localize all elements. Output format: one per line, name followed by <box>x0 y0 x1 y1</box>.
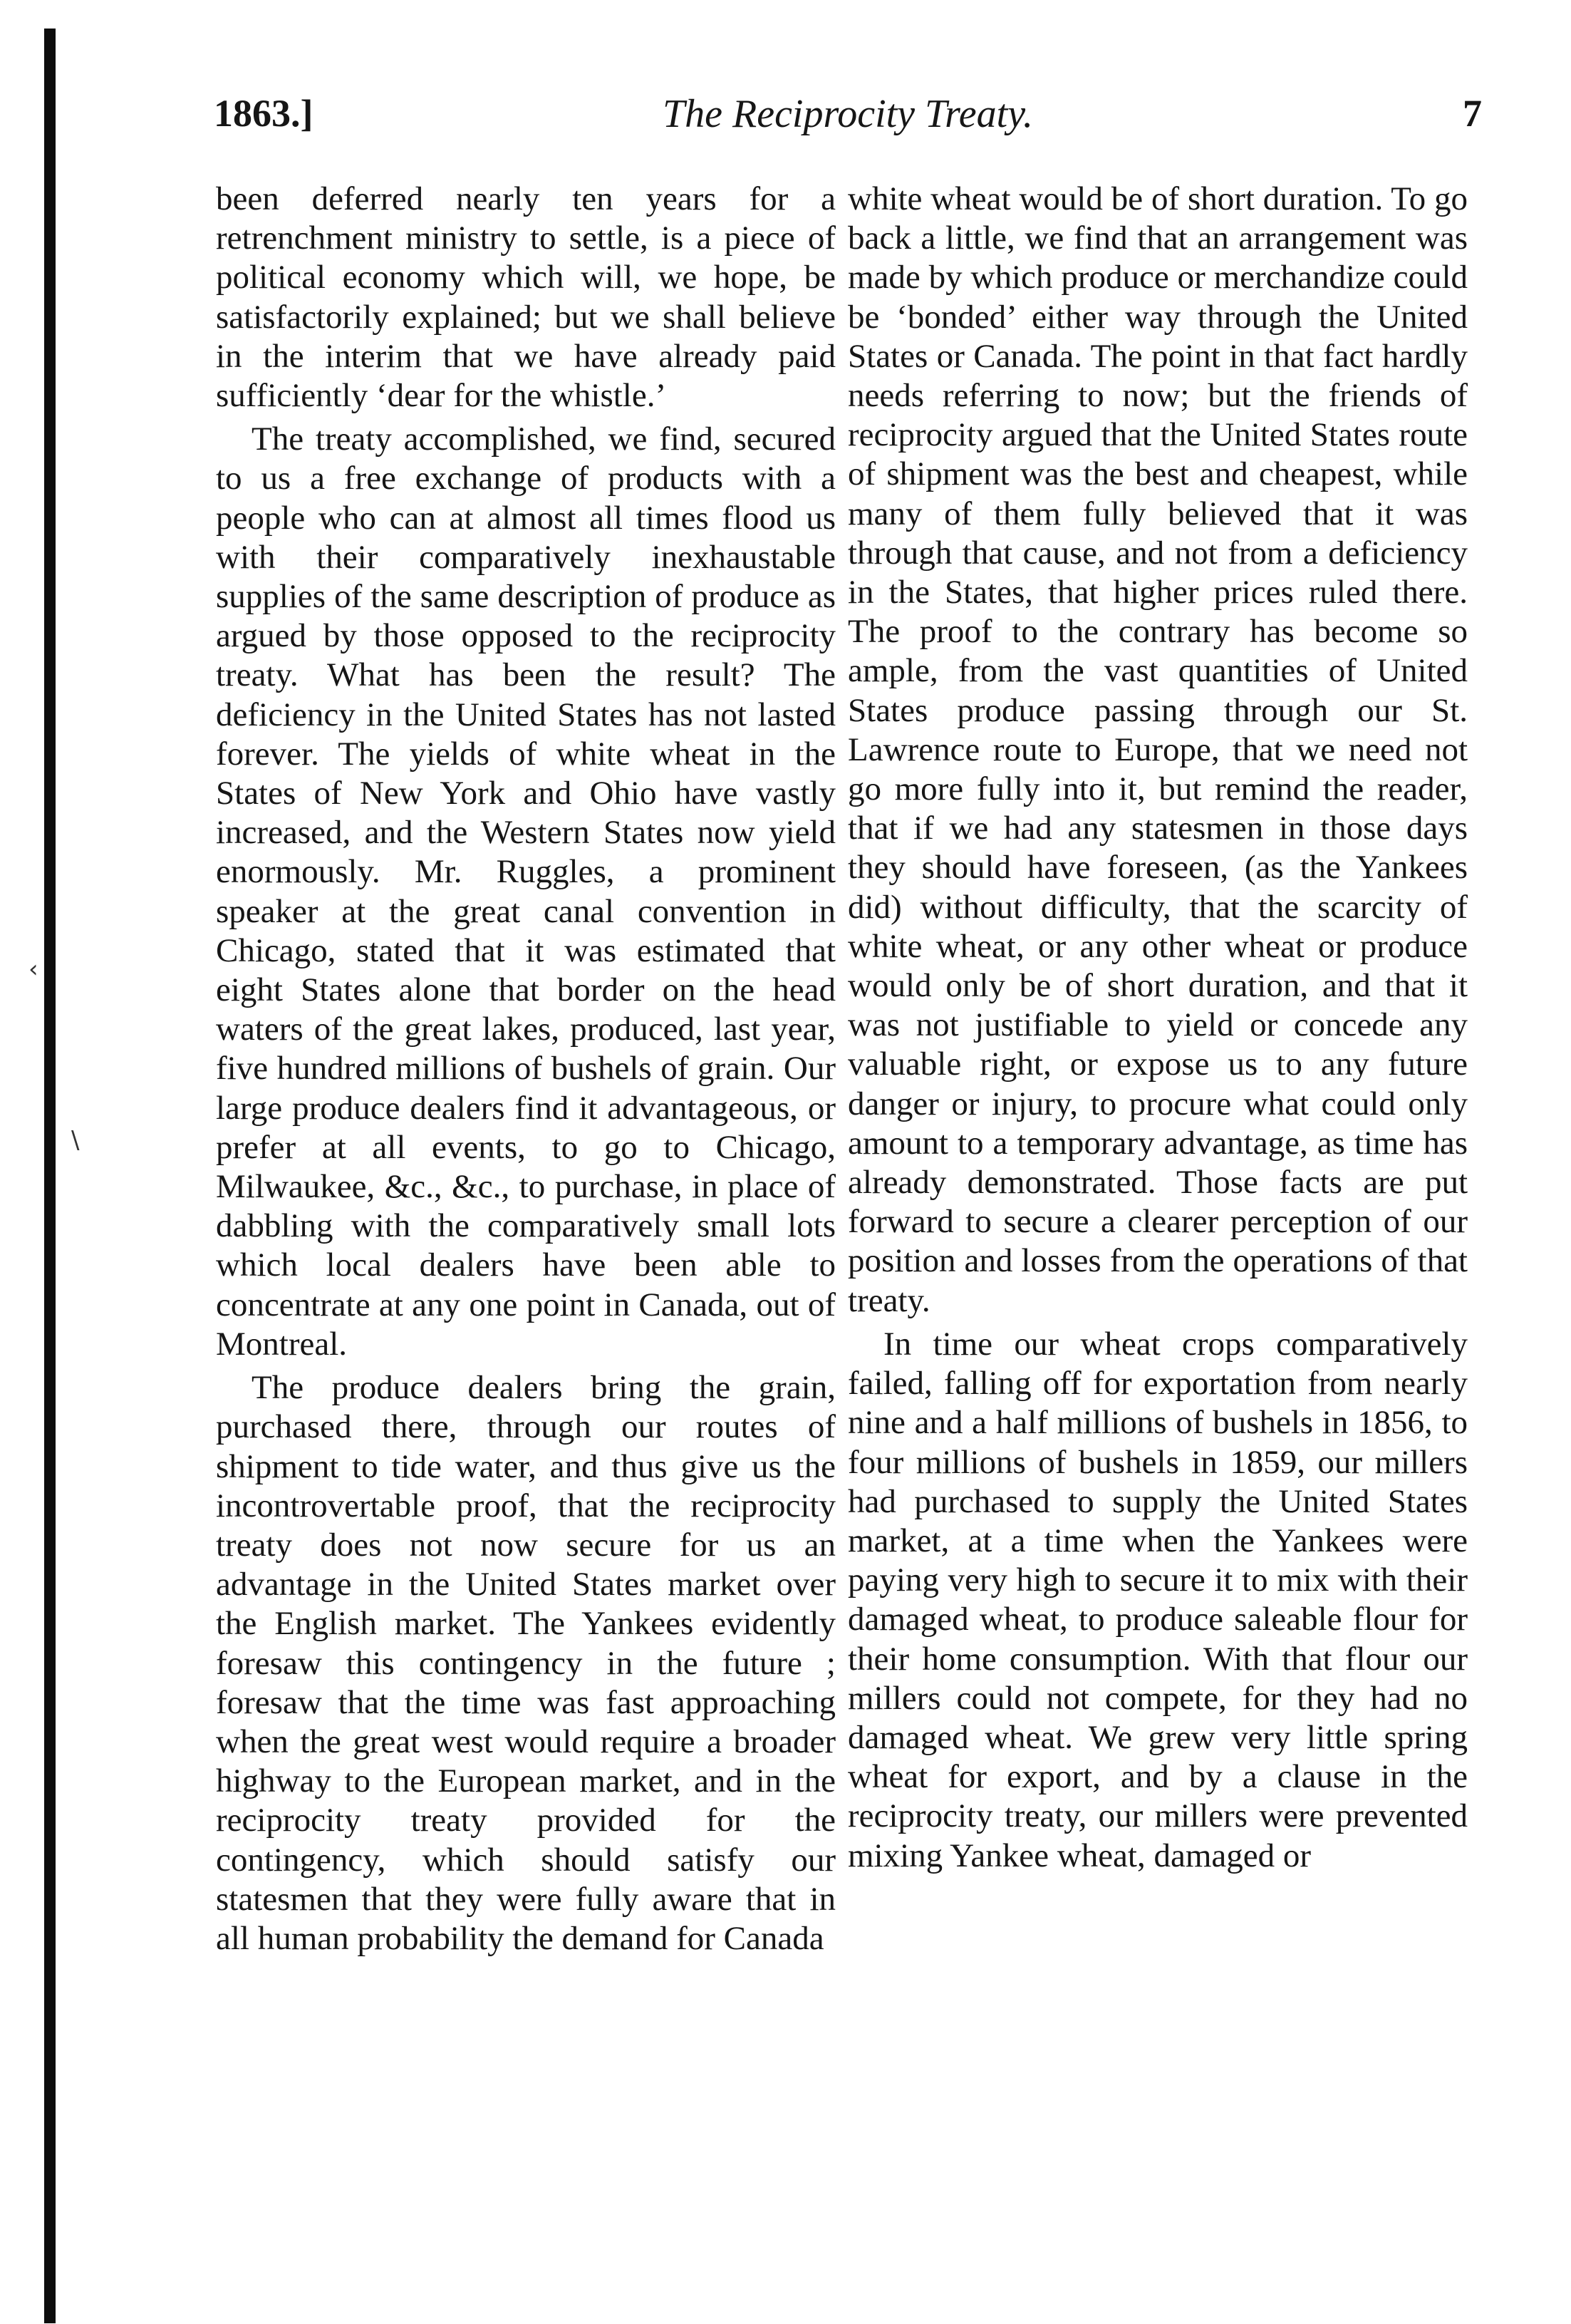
left-paragraph-1: been deferred nearly ten years for a retrenchment ministry to settle, is a piece of political economy which will, we hope, be satisfactorily explained; but we shall believe in the interim that we have already paid sufficiently ‘dear for the whistle.’ <box>216 180 836 415</box>
left-paragraph-3: The produce dealers bring the grain, purchased there, through our routes of shipment to tide water, and thus give us the incontrovertable proof, that the reciprocity treaty does not now secure for us an advantage in the United States market over the English market. The Yankees evidently foresaw this contingency in the future ; foresaw that the time was fast approaching when the great west would require a broader highway to the European market, and in the reciprocity treaty provided for the contingency, which should satisfy our statesmen that they were fully aware that in all human probability the demand for Canada <box>216 1369 836 1957</box>
page-binding-shadow <box>44 29 56 2323</box>
page-number: 7 <box>1463 92 1482 135</box>
margin-mark: ‹ <box>28 955 38 983</box>
left-column <box>216 180 836 1958</box>
right-paragraph-1: white wheat would be of short duration. To go back a little, we find that an arrangement was made by which produce or merchandize could be ‘bonded’ either way through the United States or Canada. The point in that fact hardly needs referring to now; but the friends of reciprocity argued that the United States route of shipment was the best and cheapest, while many of them fully believed that it was through that cause, and not from a deficiency in the States, that higher prices ruled there. The proof to the contrary has become so ample, from the vast quantities of United States produce passing through our St. Lawrence route to Europe, that we need not go more fully into it, but remind the reader, that if we had any statesmen in those days they should have foreseen, (as the Yankees did) without difficulty, that the scarcity of white wheat, or any other wheat or produce would only be of short duration, and that it was not justifiable to yield or concede any valuable right, or expose us to any future danger or injury, to procure what could only amount to a temporary advantage, as time has already demonstrated. Those facts are put forward to secure a clearer perception of our position and losses from the operations of that treaty. <box>848 180 1468 1319</box>
margin-mark: \ <box>71 1126 80 1155</box>
running-title: The Reciprocity Treaty. <box>663 92 1033 136</box>
left-paragraph-2: The treaty accomplished, we find, secured to us a free exchange of products with a people who can at almost all times flood us with their comparatively inexhaustable supplies of the same description of produce as argued by those opposed to the reciprocity treaty. What has been the result? The deficiency in the United States has not lasted forever. The yields of white wheat in the States of New York and Ohio have vastly increased, and the Western States now yield enormously. Mr. Ruggles, a prominent speaker at the great canal convention in Chicago, stated that it was estimated that eight States alone that border on the head waters of the great lakes, produced, last year, five hundred millions of bushels of grain. Our large produce dealers find it advantageous, or prefer at all events, to go to Chicago, Milwaukee, &c., &c., to purchase, in place of dabbling with the comparatively small lots which local dealers have been able to concentrate at any one point in Canada, out of Montreal. <box>216 420 836 1363</box>
right-column <box>848 180 1468 1876</box>
header-year: 1863.] <box>214 92 313 135</box>
page-header <box>214 91 1482 155</box>
right-paragraph-2: In time our wheat crops comparatively failed, falling off for exportation from nearly nine and a half millions of bushels in 1856, to four millions of bushels in 1859, our millers had purchased to supply the United States market, at a time when the Yankees were paying very high to secure it to mix with their damaged wheat, to produce saleable flour for their home consumption. With that flour our millers could not compete, for they had no damaged wheat. We grew very little spring wheat for export, and by a clause in the reciprocity treaty, our millers were prevented mixing Yankee wheat, damaged or <box>848 1325 1468 1874</box>
